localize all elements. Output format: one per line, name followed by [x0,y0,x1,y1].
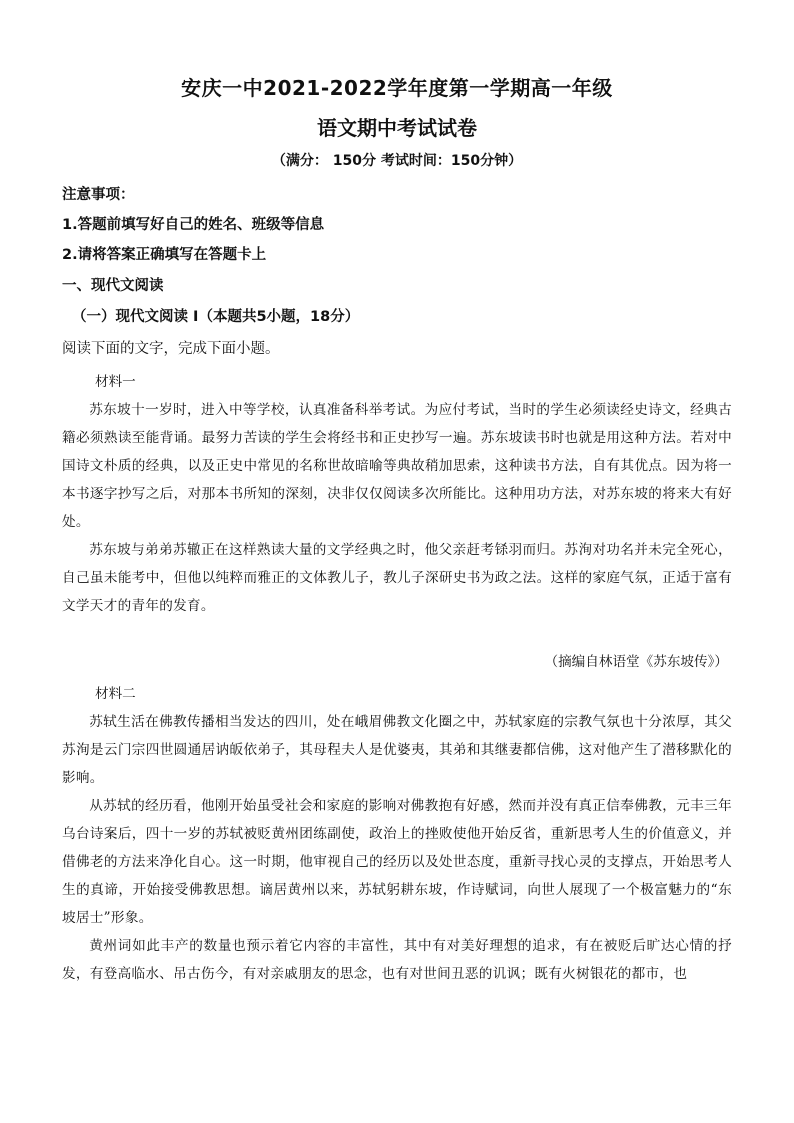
section-subheading: （一）现代文阅读 I（本题共5小题，18分） [72,309,360,325]
exam-title: 安庆一中2021-2022学年度第一学期高一年级 [181,76,613,100]
material-2-paragraph: 苏轼生活在佛教传播相当发达的四川，处在峨眉佛教文化圈之中，苏轼家庭的宗教气氛也十分浓厚，其父苏洵是云门宗四世圆通居讷皈依弟子，其母程夫人是优婆夷，其弟和其继妻都信佛，这对他产生了潜移默化的影响。 [62,714,732,786]
material-2-label: 材料二 [95,686,136,702]
notice-heading: 注意事项： [62,187,135,203]
material-2-paragraph: 从苏轼的经历看，他刚开始虽受社会和家庭的影响对佛教抱有好感，然而并没有真正信奉佛教，元丰三年乌台诗案后，四十一岁的苏轼被贬黄州团练副使，政治上的挫败使他开始反省，重新思考人生的价值意义，并借佛老的方法来净化自心。这一时期，他审视自己的经历以及处世态度，重新寻找心灵的支撑点，开始思考人生的真谛，开始接受佛教思想。谪居黄州以来，苏轼躬耕东坡，作诗赋词，向世人展现了一个极富魅力的“东坡居士”形象。 [62,798,732,926]
notice-item-2: 2.请将答案正确填写在答题卡上 [62,247,267,263]
material-1-paragraph: 苏东坡与弟弟苏辙正在这样熟读大量的文学经典之时，他父亲赶考铩羽而归。苏洵对功名并未完全死心，自己虽未能考中，但他以纯粹而雅正的文体教儿子，教儿子深研史书为政之法。这样的家庭气氛，正适于富有文学天才的青年的发育。 [62,542,732,614]
material-1-label: 材料一 [95,374,136,390]
section-instruction: 阅读下面的文字，完成下面小题。 [62,341,280,357]
material-2-body [62,708,732,988]
material-2-paragraph: 黄州词如此丰产的数量也预示着它内容的丰富性，其中有对美好理想的追求，有在被贬后旷达心情的抒发，有登高临水、吊古伤今，有对亲戚朋友的思念，也有对世间丑恶的讥讽；既有火树银花的都市，也 [62,938,732,982]
exam-subtitle: 语文期中考试试卷 [317,116,477,140]
material-1-paragraph: 苏东坡十一岁时，进入中等学校，认真准备科举考试。为应付考试，当时的学生必须读经史诗文，经典古籍必须熟读至能背诵。最努力苦读的学生会将经书和正史抄写一遍。苏东坡读书时也就是用这种方法。若对中国诗文朴质的经典，以及正史中常见的名称世故暗喻等典故稍加思索，这种读书方法，自有其优点。因为将一本书逐字抄写之后，对那本书所知的深刻，决非仅仅阅读多次所能比。这种用功方法，对苏东坡的将来大有好处。 [62,402,732,530]
section-heading: 一、现代文阅读 [62,278,164,294]
material-1-source: （摘编自林语堂《苏东坡传》） [544,654,728,670]
material-1-body [62,396,732,620]
score-info: （满分： 150分 考试时间：150分钟） [271,153,523,169]
notice-item-1: 1.答题前填写好自己的姓名、班级等信息 [62,217,325,233]
